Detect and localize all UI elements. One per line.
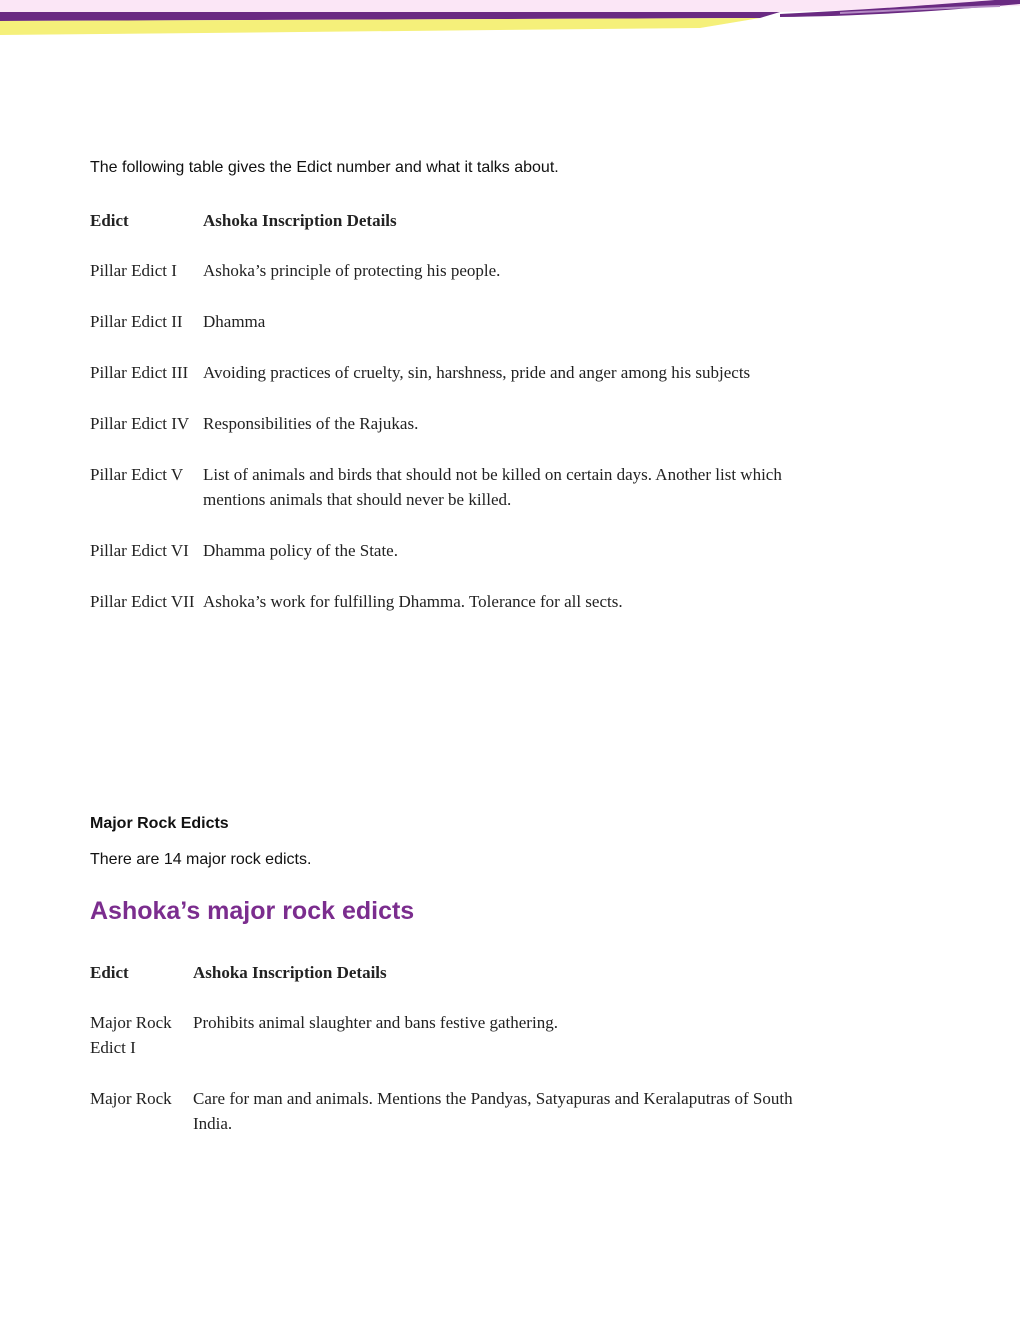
edict-cell: Pillar Edict VI (90, 541, 189, 560)
table-header-row (90, 208, 830, 258)
details-cell: Dhamma (203, 312, 266, 331)
details-cell: Care for man and animals. Mentions the Pandyas, Satyapuras and Keralaputras of South India. (193, 1089, 793, 1133)
details-cell: Ashoka’s principle of protecting his people. (203, 261, 501, 280)
edict-cell: Pillar Edict VII (90, 592, 195, 611)
details-cell: Dhamma policy of the State. (203, 541, 398, 560)
table-row (90, 1086, 830, 1162)
table-row (90, 589, 830, 640)
major-rock-edicts-table (90, 960, 830, 1162)
column-header-edict: Edict (90, 211, 129, 230)
edict-cell: Pillar Edict I (90, 261, 177, 280)
edict-cell: Pillar Edict III (90, 363, 189, 382)
table-row (90, 411, 830, 462)
pillar-edicts-table (90, 208, 830, 640)
intro-text: The following table gives the Edict number and what it talks about. (90, 159, 559, 176)
column-header-details: Ashoka Inscription Details (203, 211, 397, 230)
header-banner (0, 0, 1020, 40)
table-row (90, 462, 830, 538)
details-cell: List of animals and birds that should not be killed on certain days. Another list which mentions animals that should never be killed. (203, 465, 782, 509)
edict-cell: Major Rock (90, 1089, 172, 1108)
major-rock-edicts-count-text: There are 14 major rock edicts. (90, 851, 312, 868)
column-header-edict: Edict (90, 963, 129, 982)
edict-cell: Major Rock Edict I (90, 1013, 172, 1057)
details-cell: Avoiding practices of cruelty, sin, harshness, pride and anger among his subjects (203, 363, 751, 382)
section-title: Ashoka’s major rock edicts (90, 897, 415, 925)
table-row (90, 309, 830, 360)
table-header-row (90, 960, 830, 1010)
table-row (90, 1010, 830, 1086)
table-row (90, 538, 830, 589)
details-cell: Prohibits animal slaughter and bans festive gathering. (193, 1013, 558, 1032)
major-rock-edicts-heading: Major Rock Edicts (90, 815, 229, 832)
table-row (90, 360, 830, 411)
edict-cell: Pillar Edict II (90, 312, 183, 331)
edict-cell: Pillar Edict V (90, 465, 184, 484)
table-row (90, 258, 830, 309)
edict-cell: Pillar Edict IV (90, 414, 190, 433)
column-header-details: Ashoka Inscription Details (193, 963, 387, 982)
details-cell: Ashoka’s work for fulfilling Dhamma. Tolerance for all sects. (203, 592, 623, 611)
details-cell: Responsibilities of the Rajukas. (203, 414, 419, 433)
